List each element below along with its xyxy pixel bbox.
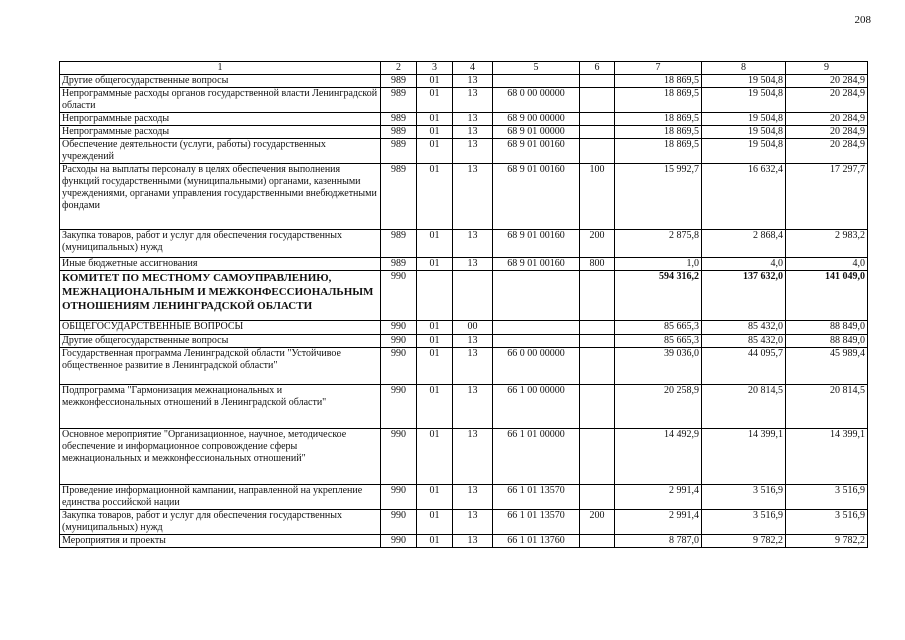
section-cell: 01 [417,510,453,535]
subsection-cell: 13 [453,429,493,485]
row-name-cell: Проведение информационной кампании, направленной на укрепление единства российской нации [60,485,381,510]
row-name-cell: Другие общегосударственные вопросы [60,75,381,88]
table-row [60,510,868,535]
subsection-cell: 13 [453,335,493,348]
row-name-cell: Обеспечение деятельности (услуги, работы) государственных учреждений [60,139,381,164]
expense-type-cell: 800 [580,258,615,271]
amount-year2-cell: 16 632,4 [702,164,786,230]
section-cell: 01 [417,126,453,139]
amount-year2-cell: 19 504,8 [702,75,786,88]
amount-year2-cell: 4,0 [702,258,786,271]
row-name-cell: Непрограммные расходы [60,126,381,139]
amount-year2-cell: 19 504,8 [702,126,786,139]
amount-year2-cell: 19 504,8 [702,113,786,126]
amount-year2-cell: 9 782,2 [702,535,786,548]
expense-type-cell: 200 [580,510,615,535]
header-row [60,62,868,75]
table-row [60,348,868,385]
admin-code-cell: 990 [381,335,417,348]
amount-year2-cell: 85 432,0 [702,321,786,335]
expense-type-cell [580,429,615,485]
admin-code-cell: 989 [381,126,417,139]
subsection-cell: 13 [453,139,493,164]
section-cell: 01 [417,139,453,164]
header-cell: 3 [417,62,453,75]
amount-year3-cell: 3 516,9 [786,510,868,535]
header-cell: 2 [381,62,417,75]
row-name-cell: Закупка товаров, работ и услуг для обеспечения государственных (муниципальных) нужд [60,230,381,258]
table-row [60,335,868,348]
row-name-cell: Мероприятия и проекты [60,535,381,548]
header-cell: 7 [615,62,702,75]
admin-code-cell: 990 [381,535,417,548]
amount-year3-cell: 3 516,9 [786,485,868,510]
section-cell: 01 [417,335,453,348]
subsection-cell: 00 [453,321,493,335]
amount-year3-cell: 20 284,9 [786,126,868,139]
target-article-cell: 68 9 01 00160 [493,139,580,164]
subsection-cell: 13 [453,535,493,548]
section-cell [417,271,453,321]
section-cell: 01 [417,321,453,335]
expense-type-cell [580,485,615,510]
header-cell: 5 [493,62,580,75]
amount-year2-cell: 85 432,0 [702,335,786,348]
target-article-cell: 66 1 01 13760 [493,535,580,548]
table-row [60,139,868,164]
amount-year1-cell: 2 875,8 [615,230,702,258]
admin-code-cell: 989 [381,75,417,88]
admin-code-cell: 990 [381,321,417,335]
amount-year1-cell: 18 869,5 [615,139,702,164]
amount-year1-cell: 85 665,3 [615,321,702,335]
row-name-cell: Непрограммные расходы [60,113,381,126]
expense-type-cell: 100 [580,164,615,230]
amount-year3-cell: 9 782,2 [786,535,868,548]
target-article-cell [493,271,580,321]
subsection-cell: 13 [453,113,493,126]
row-name-cell: Подпрограмма "Гармонизация межнациональных и межконфессиональных отношений в Ленинградской области" [60,385,381,429]
expense-type-cell [580,75,615,88]
section-cell: 01 [417,258,453,271]
amount-year1-cell: 18 869,5 [615,126,702,139]
subsection-cell: 13 [453,485,493,510]
subsection-cell: 13 [453,75,493,88]
row-name-cell: Другие общегосударственные вопросы [60,335,381,348]
amount-year1-cell: 14 492,9 [615,429,702,485]
target-article-cell: 66 1 01 00000 [493,429,580,485]
table-row [60,113,868,126]
subsection-cell: 13 [453,510,493,535]
amount-year3-cell: 88 849,0 [786,335,868,348]
admin-code-cell: 990 [381,348,417,385]
subsection-cell: 13 [453,126,493,139]
table-row [60,485,868,510]
amount-year1-cell: 20 258,9 [615,385,702,429]
amount-year3-cell: 17 297,7 [786,164,868,230]
table-row [60,75,868,88]
amount-year1-cell: 18 869,5 [615,88,702,113]
target-article-cell: 68 9 00 00000 [493,113,580,126]
row-name-cell: ОБЩЕГОСУДАРСТВЕННЫЕ ВОПРОСЫ [60,321,381,335]
amount-year2-cell: 137 632,0 [702,271,786,321]
section-cell: 01 [417,75,453,88]
row-name-cell: Иные бюджетные ассигнования [60,258,381,271]
table-row [60,429,868,485]
table-row [60,535,868,548]
row-name-cell: Государственная программа Ленинградской области "Устойчивое общественное развитие в Ленинградской области" [60,348,381,385]
table-row [60,88,868,113]
amount-year1-cell: 18 869,5 [615,113,702,126]
amount-year2-cell: 20 814,5 [702,385,786,429]
admin-code-cell: 989 [381,113,417,126]
amount-year3-cell: 88 849,0 [786,321,868,335]
table-row [60,164,868,230]
target-article-cell: 68 9 01 00160 [493,164,580,230]
subsection-cell [453,271,493,321]
target-article-cell: 68 9 01 00160 [493,258,580,271]
admin-code-cell: 990 [381,510,417,535]
admin-code-cell: 990 [381,271,417,321]
table-row [60,126,868,139]
amount-year3-cell: 2 983,2 [786,230,868,258]
admin-code-cell: 990 [381,485,417,510]
target-article-cell: 68 9 01 00160 [493,230,580,258]
section-cell: 01 [417,385,453,429]
admin-code-cell: 989 [381,258,417,271]
table-row [60,258,868,271]
amount-year1-cell: 594 316,2 [615,271,702,321]
amount-year1-cell: 18 869,5 [615,75,702,88]
section-cell: 01 [417,485,453,510]
admin-code-cell: 989 [381,88,417,113]
table-row [60,230,868,258]
amount-year3-cell: 20 814,5 [786,385,868,429]
row-name-cell: КОМИТЕТ ПО МЕСТНОМУ САМОУПРАВЛЕНИЮ, МЕЖНАЦИОНАЛЬНЫМ И МЕЖКОНФЕССИОНАЛЬНЫМ ОТНОШЕНИЯМ ЛЕНИНГРАДСКОЙ ОБЛАСТИ [60,271,381,321]
amount-year3-cell: 20 284,9 [786,75,868,88]
amount-year3-cell: 45 989,4 [786,348,868,385]
admin-code-cell: 989 [381,164,417,230]
target-article-cell [493,321,580,335]
section-cell: 01 [417,348,453,385]
target-article-cell: 68 9 01 00000 [493,126,580,139]
admin-code-cell: 990 [381,385,417,429]
amount-year2-cell: 3 516,9 [702,510,786,535]
amount-year1-cell: 1,0 [615,258,702,271]
expense-type-cell [580,385,615,429]
table-row [60,321,868,335]
amount-year2-cell: 19 504,8 [702,88,786,113]
amount-year2-cell: 44 095,7 [702,348,786,385]
header-cell: 4 [453,62,493,75]
amount-year2-cell: 14 399,1 [702,429,786,485]
subsection-cell: 13 [453,230,493,258]
header-cell: 1 [60,62,381,75]
amount-year3-cell: 20 284,9 [786,88,868,113]
amount-year1-cell: 15 992,7 [615,164,702,230]
target-article-cell [493,75,580,88]
section-cell: 01 [417,429,453,485]
row-name-cell: Закупка товаров, работ и услуг для обеспечения государственных (муниципальных) нужд [60,510,381,535]
subsection-cell: 13 [453,348,493,385]
expense-type-cell [580,139,615,164]
target-article-cell: 68 0 00 00000 [493,88,580,113]
admin-code-cell: 990 [381,429,417,485]
row-name-cell: Непрограммные расходы органов государственной власти Ленинградской области [60,88,381,113]
section-cell: 01 [417,230,453,258]
expense-type-cell [580,88,615,113]
amount-year1-cell: 2 991,4 [615,485,702,510]
subsection-cell: 13 [453,164,493,230]
expense-type-cell [580,535,615,548]
section-cell: 01 [417,164,453,230]
target-article-cell: 66 1 00 00000 [493,385,580,429]
target-article-cell: 66 0 00 00000 [493,348,580,385]
amount-year1-cell: 2 991,4 [615,510,702,535]
row-name-cell: Расходы на выплаты персоналу в целях обеспечения выполнения функций государственными (муниципальными) органами, казенными учреждениями, органами управления государственными внебюджетными фондами [60,164,381,230]
amount-year1-cell: 85 665,3 [615,335,702,348]
subsection-cell: 13 [453,385,493,429]
expense-type-cell [580,126,615,139]
amount-year3-cell: 20 284,9 [786,139,868,164]
admin-code-cell: 989 [381,230,417,258]
subsection-cell: 13 [453,258,493,271]
header-cell: 6 [580,62,615,75]
amount-year1-cell: 8 787,0 [615,535,702,548]
expense-type-cell [580,335,615,348]
amount-year3-cell: 20 284,9 [786,113,868,126]
amount-year1-cell: 39 036,0 [615,348,702,385]
admin-code-cell: 989 [381,139,417,164]
amount-year3-cell: 14 399,1 [786,429,868,485]
amount-year2-cell: 19 504,8 [702,139,786,164]
amount-year3-cell: 4,0 [786,258,868,271]
expense-type-cell [580,348,615,385]
table-row [60,271,868,321]
target-article-cell: 66 1 01 13570 [493,510,580,535]
row-name-cell: Основное мероприятие "Организационное, научное, методическое обеспечение и информационное сопровождение сферы межнациональных и межконфессиональных отношений" [60,429,381,485]
section-cell: 01 [417,113,453,126]
header-cell: 9 [786,62,868,75]
amount-year3-cell: 141 049,0 [786,271,868,321]
section-cell: 01 [417,535,453,548]
page-number: 208 [854,14,871,26]
expense-type-cell [580,113,615,126]
expense-type-cell [580,271,615,321]
header-cell: 8 [702,62,786,75]
expense-type-cell [580,321,615,335]
section-cell: 01 [417,88,453,113]
expense-type-cell: 200 [580,230,615,258]
target-article-cell: 66 1 01 13570 [493,485,580,510]
table-row [60,385,868,429]
amount-year2-cell: 3 516,9 [702,485,786,510]
amount-year2-cell: 2 868,4 [702,230,786,258]
budget-table [59,61,868,548]
subsection-cell: 13 [453,88,493,113]
target-article-cell [493,335,580,348]
